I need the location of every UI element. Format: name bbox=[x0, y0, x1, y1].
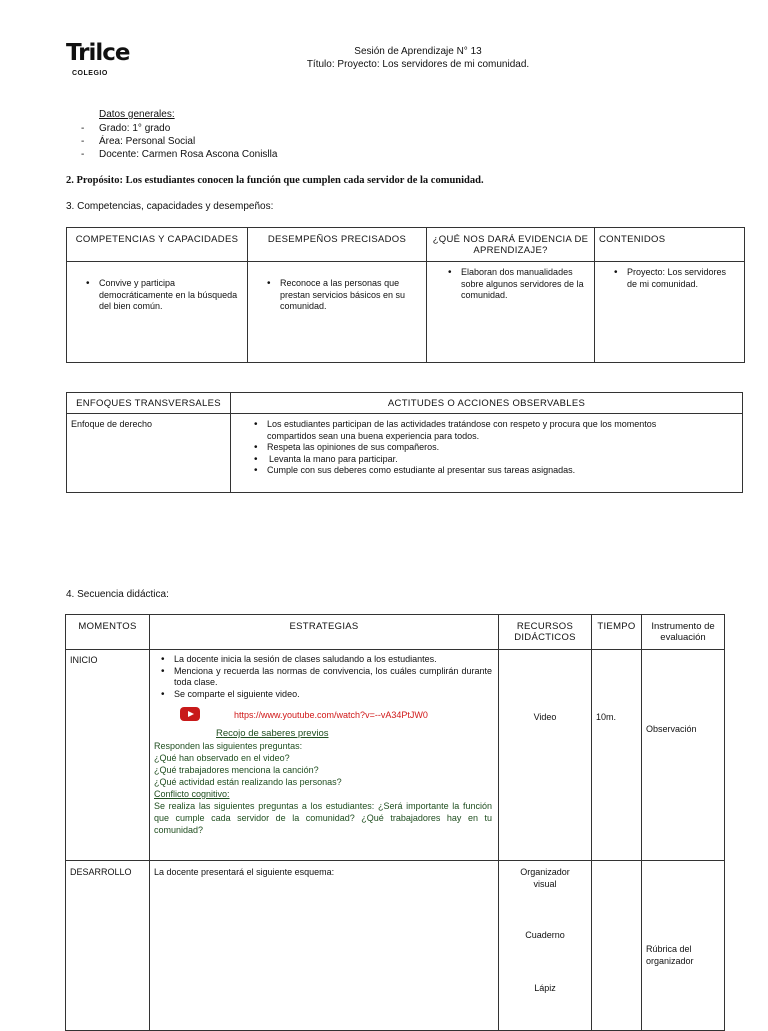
inicio-strategy-cell bbox=[150, 650, 499, 861]
session-title: Título: Proyecto: Los servidores de mi comunidad. bbox=[306, 59, 530, 70]
table-header: ACTITUDES O ACCIONES OBSERVABLES bbox=[231, 393, 743, 414]
purpose-statement: 2. Propósito: Los estudiantes conocen la función que cumplen cada servidor de la comunidad. bbox=[66, 175, 484, 186]
general-data-list bbox=[81, 122, 277, 161]
table-header: COMPETENCIAS Y CAPACIDADES bbox=[67, 228, 248, 262]
table-cell: • Convive y participa democráticamente en la búsqueda del bien común. bbox=[67, 262, 248, 363]
table-header: DESEMPEÑOS PRECISADOS bbox=[248, 228, 427, 262]
table-header: ¿QUÉ NOS DARÁ EVIDENCIA DE APRENDIZAJE? bbox=[427, 228, 595, 262]
question-item: ¿Qué trabajadores menciona la canción? bbox=[154, 765, 319, 775]
desarrollo-strategy: La docente presentará el siguiente esquema: bbox=[150, 861, 499, 1031]
video-row bbox=[154, 707, 492, 723]
list-item: • Levanta la mano para participar. bbox=[247, 454, 702, 466]
resource-item: Lápiz bbox=[534, 983, 556, 993]
list-item: • Se comparte el siguiente video. bbox=[154, 689, 492, 701]
list-item: • Respeta las opiniones de sus compañeros. bbox=[247, 442, 702, 454]
list-item: • La docente inicia la sesión de clases saludando a los estudiantes. bbox=[154, 654, 492, 666]
competencies-table bbox=[66, 227, 745, 363]
sequence-table bbox=[65, 614, 725, 1031]
actions-cell bbox=[231, 414, 743, 493]
moment-inicio: INICIO bbox=[66, 650, 150, 861]
resource-item: Organizador visual bbox=[520, 867, 570, 889]
table-header: ESTRATEGIAS bbox=[150, 615, 499, 650]
inicio-instrument: Observación bbox=[642, 650, 725, 861]
questions-intro: Responden las siguientes preguntas: bbox=[154, 741, 303, 751]
list-item: • Los estudiantes participan de las actividades tratándose con respeto y procura que los momentos compartidos sean una buena experiencia para todos. bbox=[247, 419, 702, 442]
session-number: Sesión de Aprendizaje N° 13 bbox=[354, 46, 482, 57]
table-cell: • Proyecto: Los servidores de mi comunidad. bbox=[595, 262, 745, 363]
table-header: MOMENTOS bbox=[66, 615, 150, 650]
list-item: - Área: Personal Social bbox=[81, 135, 277, 148]
list-item: • Menciona y recuerda las normas de convivencia, los cuáles cumplirán durante toda clase. bbox=[154, 666, 492, 689]
table-header: RECURSOS DIDÁCTICOS bbox=[499, 615, 592, 650]
conflict-text: Se realiza las siguientes preguntas a los estudiantes: ¿Será importante la función que cumple cada servidor de la comunidad? ¿Qué trabajadores hay en tu comunidad? bbox=[154, 801, 492, 835]
desarrollo-time bbox=[592, 861, 642, 1031]
general-data-title: Datos generales: bbox=[99, 109, 175, 120]
table-header: ENFOQUES TRANSVERSALES bbox=[67, 393, 231, 414]
desarrollo-instrument: Rúbrica del organizador bbox=[642, 861, 725, 1031]
table-cell: • Reconoce a las personas que prestan servicios básicos en su comunidad. bbox=[248, 262, 427, 363]
approaches-table bbox=[66, 392, 743, 493]
inicio-resource: Video bbox=[499, 650, 592, 861]
question-item: ¿Qué actividad están realizando las personas? bbox=[154, 777, 342, 787]
sequence-title: 4. Secuencia didáctica: bbox=[66, 589, 169, 600]
conflict-title: Conflicto cognitivo: bbox=[154, 789, 230, 799]
saberes-title: Recojo de saberes previos bbox=[216, 728, 329, 739]
desarrollo-resources-cell bbox=[499, 861, 592, 1031]
list-item: • Cumple con sus deberes como estudiante al presentar sus tareas asignadas. bbox=[247, 465, 702, 477]
video-link[interactable]: https://www.youtube.com/watch?v=--vA34PtJW0 bbox=[234, 710, 428, 720]
list-item: - Grado: 1° grado bbox=[81, 122, 277, 135]
approach-cell: Enfoque de derecho bbox=[67, 414, 231, 493]
youtube-play-icon[interactable] bbox=[180, 707, 200, 721]
logo-trilce: Trilce bbox=[66, 40, 130, 66]
table-cell: • Elaboran dos manualidades sobre algunos servidores de la comunidad. bbox=[427, 262, 595, 363]
question-item: ¿Qué han observado en el video? bbox=[154, 753, 290, 763]
moment-desarrollo: DESARROLLO bbox=[66, 861, 150, 1031]
table-header: CONTENIDOS bbox=[595, 228, 745, 262]
table-header: Instrumento de evaluación bbox=[642, 615, 725, 650]
logo-subtitle: COLEGIO bbox=[72, 70, 108, 77]
competencies-title: 3. Competencias, capacidades y desempeños: bbox=[66, 201, 274, 212]
document-header bbox=[0, 45, 768, 71]
list-item: - Docente: Carmen Rosa Ascona Conislla bbox=[81, 148, 277, 161]
resource-item: Cuaderno bbox=[525, 930, 565, 940]
inicio-time: 10m. bbox=[592, 650, 642, 861]
table-header: TIEMPO bbox=[592, 615, 642, 650]
